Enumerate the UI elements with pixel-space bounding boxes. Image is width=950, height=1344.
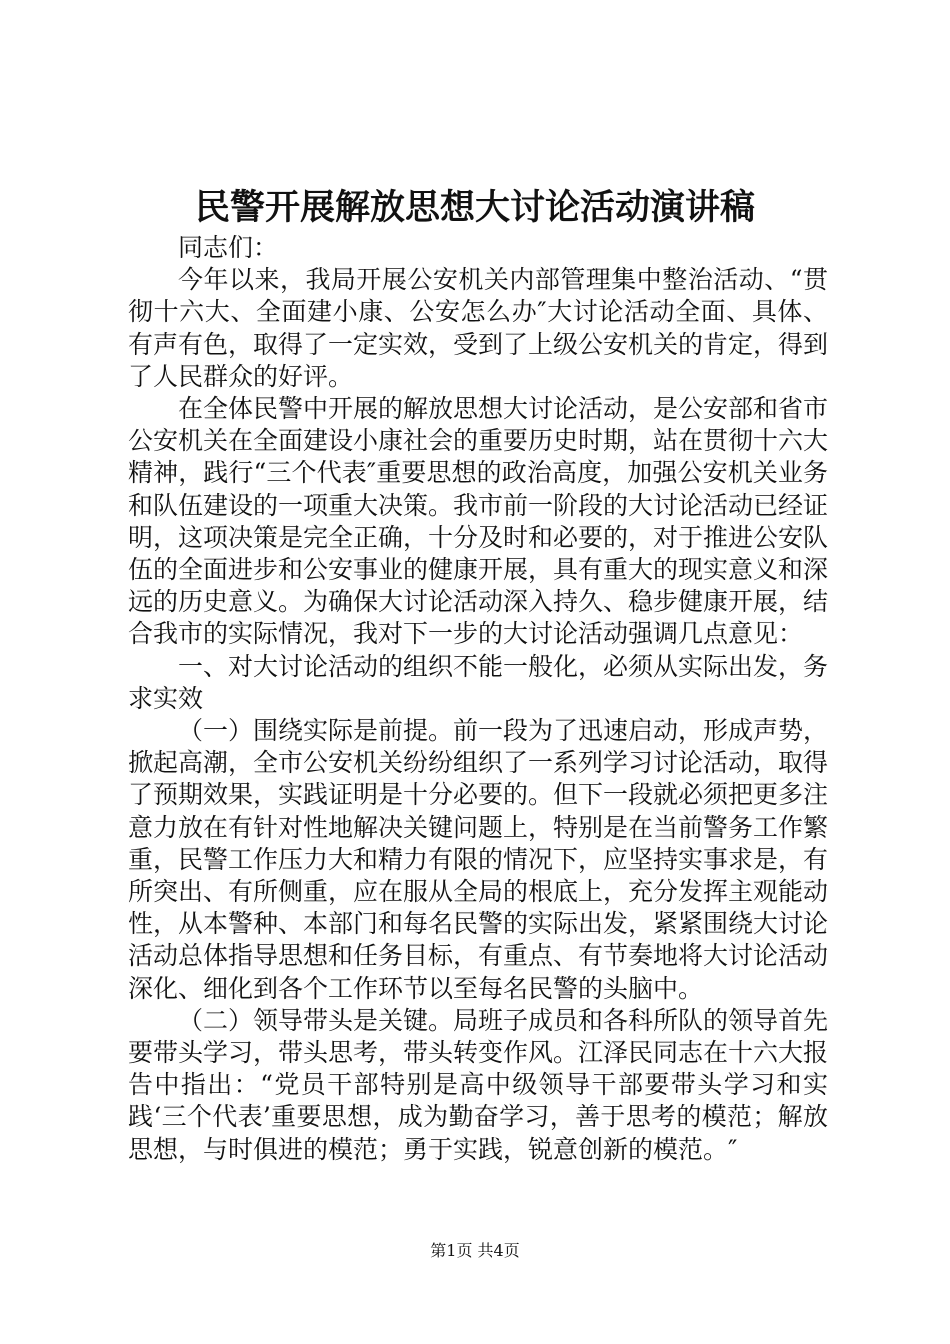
body-paragraph: 在全体民警中开展的解放思想大讨论活动，是公安部和省市公安机关在全面建设小康社会的重要历史时期，站在贯彻十六大精神，践行“三个代表″重要思想的政治高度，加强公安机关业务和队伍建设的一项重大决策。我市前一阶段的大讨论活动已经证明，这项决策是完全正确，十分及时和必要的，对于推进公安队伍的全面进步和公安事业的健康开展，具有重大的现实意义和深远的历史意义。为确保大讨论活动深入持久、稳步健康开展，结合我市的实际情况，我对下一步的大讨论活动强调几点意见： — [128, 394, 829, 649]
document-body — [128, 232, 828, 1166]
section-heading: 一、对大讨论活动的组织不能一般化，必须从实际出发，务求实效 — [128, 651, 829, 713]
body-paragraph: 今年以来，我局开展公安机关内部管理集中整治活动、“贯彻十六大、全面建小康、公安怎么办″大讨论活动全面、具体、有声有色，取得了一定实效，受到了上级公安机关的肯定，得到了人民群众的好评。 — [128, 265, 829, 391]
body-paragraph: （一）围绕实际是前提。前一段为了迅速启动，形成声势，掀起高潮，全市公安机关纷纷组织了一系列学习讨论活动，取得了预期效果，实践证明是十分必要的。但下一段就必须把更多注意力放在有针对性地解决关键问题上，特别是在当前警务工作繁重，民警工作压力大和精力有限的情况下，应坚持实事求是，有所突出、有所侧重，应在服从全局的根底上，充分发挥主观能动性，从本警种、本部门和每名民警的实际出发，紧紧围绕大讨论活动总体指导思想和任务目标，有重点、有节奏地将大讨论活动深化、细化到各个工作环节以至每名民警的头脑中。 — [128, 716, 829, 1003]
salutation: 同志们： — [178, 233, 279, 262]
document-title: 民警开展解放思想大讨论活动演讲稿 — [194, 187, 755, 228]
page-number-footer: 第1页 共4页 — [430, 1241, 520, 1260]
body-paragraph: （二）领导带头是关键。局班子成员和各科所队的领导首先要带头学习，带头思考，带头转变作风。江泽民同志在十六大报告中指出：“党员干部特别是高中级领导干部要带头学习和实践‘三个代表’重要思想，成为勤奋学习，善于思考的模范；解放思想，与时俱进的模范；勇于实践，锐意创新的模范。″ — [128, 1005, 829, 1164]
